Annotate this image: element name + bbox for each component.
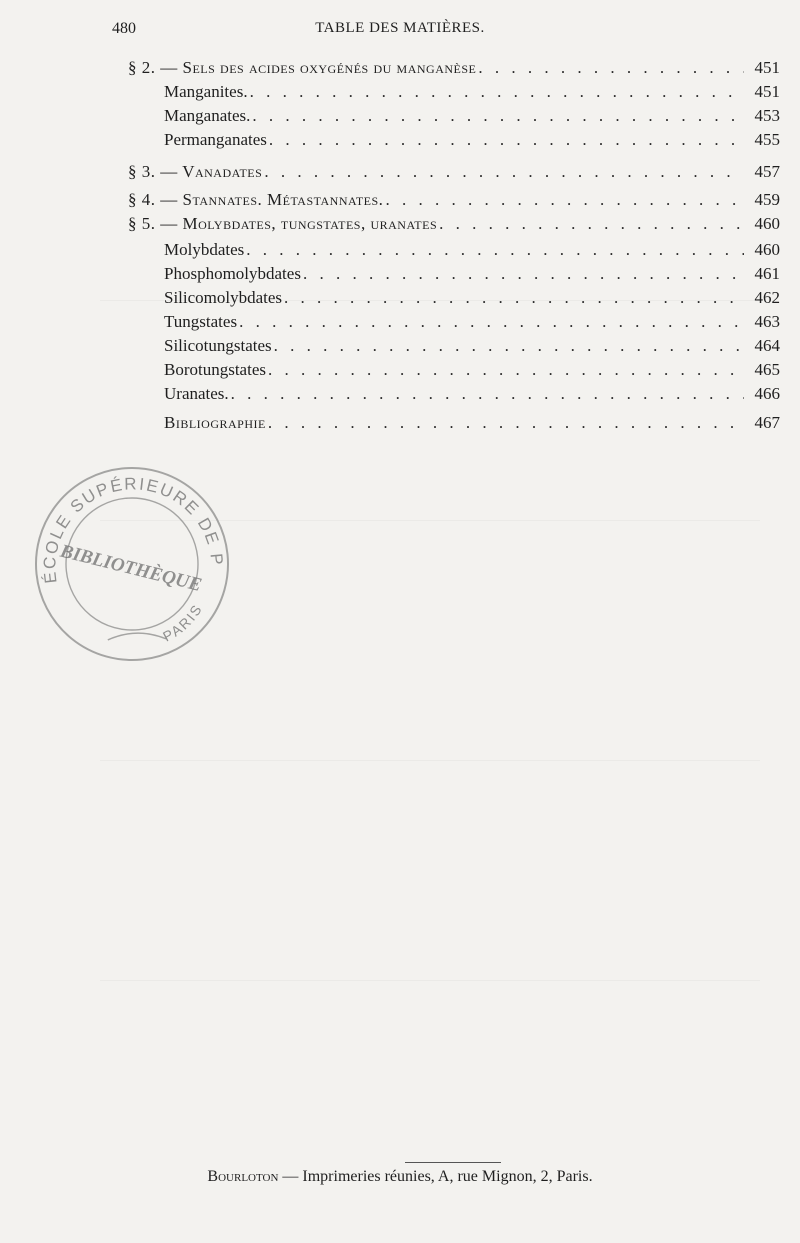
toc-entry: [164, 239, 780, 261]
toc-entry: [128, 213, 780, 235]
toc-entry: [164, 129, 780, 151]
dot-leader: [231, 383, 744, 405]
toc-entry-page: 460: [754, 240, 780, 259]
toc-entry-label: Bibliographie: [164, 413, 266, 432]
toc-entry: [164, 263, 780, 285]
toc-entry-page: 463: [754, 312, 780, 331]
toc-entry-page: 457: [754, 162, 780, 181]
dot-leader: [268, 359, 744, 381]
toc-entry-page: 460: [754, 214, 780, 233]
toc-entry-label: Borotungstates: [164, 360, 266, 379]
dot-leader: [478, 57, 744, 79]
toc-entry-label: Uranates.: [164, 384, 229, 403]
toc-entry-label: § 5. — Molybdates, tungstates, uranates: [128, 214, 438, 233]
dot-leader: [239, 311, 744, 333]
toc-entry-label: § 4. — Stannates. Métastannates.: [128, 190, 384, 209]
toc-entry: [164, 81, 780, 103]
dot-leader: [246, 239, 744, 261]
page-number: 480: [112, 20, 136, 37]
toc-entry-label: Molybdates: [164, 240, 245, 259]
dot-leader: [252, 105, 744, 127]
toc-entry-page: 467: [754, 413, 780, 432]
toc-entry-page: 455: [754, 130, 780, 149]
stamp-top-text: ÉCOLE SUPÉRIEURE DE PHARMACIE: [40, 474, 227, 585]
dot-leader: [439, 213, 744, 235]
toc-entry-page: 464: [754, 336, 780, 355]
imprint-details: — Imprimeries réunies, A, rue Mignon, 2, Paris.: [278, 1168, 593, 1185]
toc-entry: [128, 189, 780, 211]
toc-entry: [164, 412, 780, 434]
toc-entry: [164, 311, 780, 333]
toc-entry-page: 465: [754, 360, 780, 379]
dot-leader: [284, 287, 744, 309]
toc-entry-label: Silicomolybdates: [164, 288, 283, 307]
dot-leader: [385, 189, 744, 211]
toc-entry: [128, 161, 780, 183]
dot-leader: [303, 263, 744, 285]
toc-entry-label: § 2. — Sels des acides oxygénés du manganèse: [128, 58, 477, 77]
publisher-name: Bourloton: [207, 1168, 279, 1185]
toc-entry-label: Phosphomolybdates: [164, 264, 301, 283]
stamp-bottom-text: PARIS: [160, 600, 206, 645]
footer-rule: [405, 1162, 501, 1163]
toc-entry-page: 451: [754, 58, 780, 77]
toc-entry: [128, 57, 780, 79]
toc-entry-label: Manganates.: [164, 106, 251, 125]
dot-leader: [269, 129, 744, 151]
toc-entry-label: § 3. — Vanadates: [128, 162, 263, 181]
toc-entry-page: 453: [754, 106, 780, 125]
toc-entry: [164, 105, 780, 127]
toc-entry-label: Silicotungstates: [164, 336, 272, 355]
stamp-center-text: BIBLIOTHÈQUE: [58, 540, 204, 597]
toc-entry-page: 466: [754, 384, 780, 403]
library-stamp: [30, 462, 235, 667]
dot-leader: [274, 335, 744, 357]
toc-entry-page: 462: [754, 288, 780, 307]
toc-entry: [164, 287, 780, 309]
toc-entry: [164, 383, 780, 405]
toc-entry-page: 461: [754, 264, 780, 283]
toc-entry-page: 451: [754, 82, 780, 101]
toc-entry-label: Manganites.: [164, 82, 248, 101]
running-title: TABLE DES MATIÈRES.: [315, 20, 485, 36]
printer-imprint: [0, 1168, 800, 1186]
toc-entry-label: Permanganates: [164, 130, 267, 149]
toc-entry: [164, 359, 780, 381]
dot-leader: [268, 412, 744, 434]
toc-entry-page: 459: [754, 190, 780, 209]
page-header: [0, 20, 800, 46]
dot-leader: [250, 81, 744, 103]
dot-leader: [264, 161, 744, 183]
toc-entry-label: Tungstates: [164, 312, 238, 331]
toc-entry: [164, 335, 780, 357]
